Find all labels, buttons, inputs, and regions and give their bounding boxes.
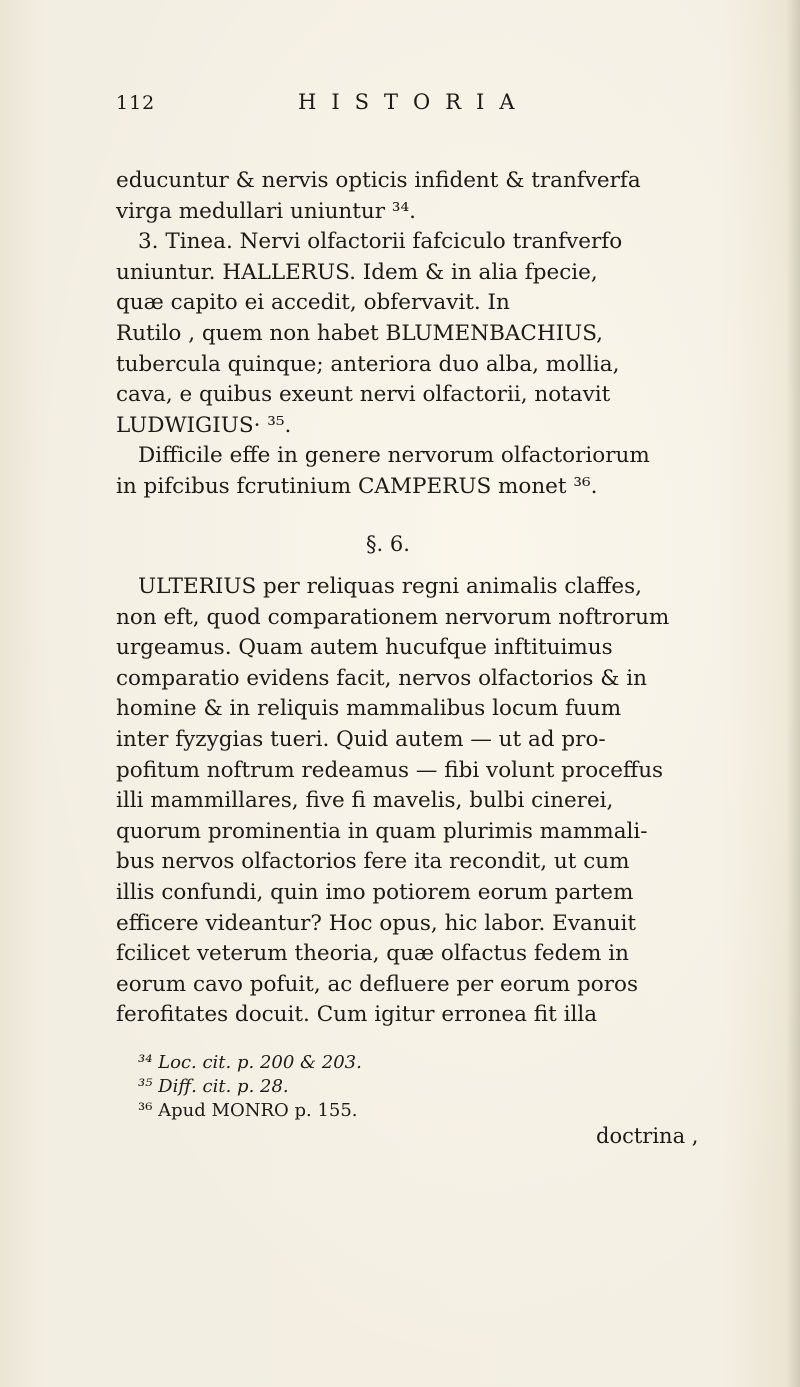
footnote: ³⁵ Diff. cit. p. 28. bbox=[138, 1076, 289, 1097]
text-line: illi mammillares, five fi mavelis, bulbi cinerei, bbox=[116, 788, 614, 814]
text-line: illis confundi, quin imo potiorem eorum partem bbox=[116, 879, 634, 905]
text-line: bus nervos olfactorios fere ita recondit, ut cum bbox=[116, 849, 630, 875]
text-line: Rutilo , quem non habet BLUMENBACHIUS, bbox=[116, 320, 604, 346]
text-line: ferofitates docuit. Cum igitur erronea fit illa bbox=[116, 1002, 598, 1028]
footnotes bbox=[138, 1051, 638, 1123]
section-heading: §. 6. bbox=[366, 532, 410, 556]
text-line: virga medullari uniuntur ³⁴. bbox=[116, 198, 416, 224]
footnote: ³⁴ Loc. cit. p. 200 & 203. bbox=[138, 1052, 362, 1073]
text-line: educuntur & nervis opticis infident & tranfverfa bbox=[116, 168, 641, 193]
text-line: efficere videantur? Hoc opus, hic labor. Evanuit bbox=[116, 910, 637, 936]
footnote: ³⁶ Apud MONRO p. 155. bbox=[138, 1100, 358, 1121]
page-edge-shadow bbox=[786, 0, 800, 1387]
text-line: tubercula quinque; anteriora duo alba, mollia, bbox=[116, 351, 620, 377]
text-line: LUDWIGIUS· ³⁵. bbox=[116, 412, 292, 438]
text-line: 3. Tinea. Nervi olfactorii fafciculo tranfverfo bbox=[138, 229, 623, 255]
text-line: eorum cavo pofuit, ac defluere per eorum poros bbox=[116, 971, 638, 997]
text-line: fcilicet veterum theoria, quæ olfactus fedem in bbox=[116, 941, 629, 967]
text-line: quæ capito ei accedit, obfervavit. In bbox=[116, 290, 510, 316]
text-line: Difficile effe in genere nervorum olfactoriorum bbox=[138, 443, 650, 469]
text-line: in pifcibus fcrutinium CAMPERUS monet ³⁶. bbox=[116, 473, 598, 499]
text-line: inter fyzygias tueri. Quid autem — ut ad pro- bbox=[116, 726, 606, 752]
running-head bbox=[116, 92, 776, 122]
paragraph-2 bbox=[116, 572, 776, 1031]
text-line: urgeamus. Quam autem hucufque inftituimus bbox=[116, 635, 613, 661]
running-head-title: HISTORIA bbox=[298, 90, 530, 114]
text-line: non eft, quod comparationem nervorum noftrorum bbox=[116, 604, 670, 630]
text-line: uniuntur. HALLERUS. Idem & in alia fpecie, bbox=[116, 259, 598, 285]
paragraph-1 bbox=[116, 166, 776, 503]
text-line: cava, e quibus exeunt nervi olfactorii, notavit bbox=[116, 382, 611, 408]
text-line: pofitum noftrum redeamus — fibi volunt proceffus bbox=[116, 757, 664, 783]
text-line: quorum prominentia in quam plurimis mammali- bbox=[116, 818, 648, 844]
text-line: comparatio evidens facit, nervos olfactorios & in bbox=[116, 665, 647, 691]
text-line: homine & in reliquis mammalibus locum fuum bbox=[116, 696, 622, 722]
catchword: doctrina , bbox=[596, 1124, 699, 1148]
text-line: ULTERIUS per reliquas regni animalis claffes, bbox=[138, 574, 642, 599]
page-number: 112 bbox=[116, 92, 156, 114]
